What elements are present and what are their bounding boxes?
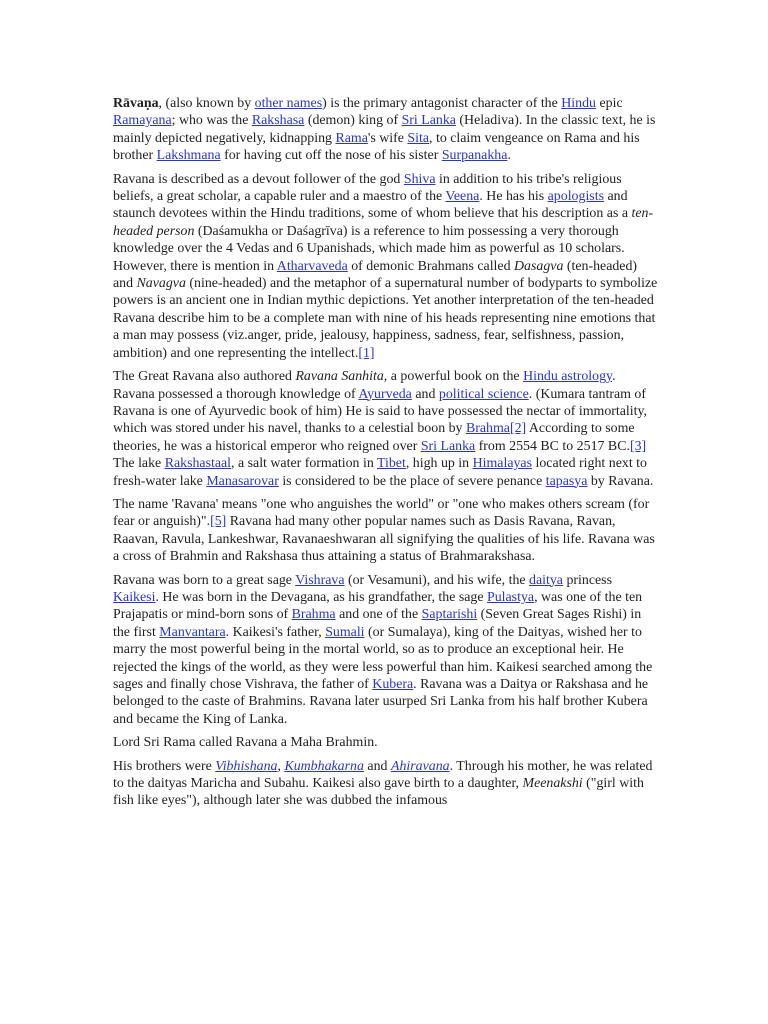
link-other-names[interactable]: other names [254, 96, 323, 111]
link-kaikesi[interactable]: Kaikesi [113, 589, 156, 605]
italic-ravana-sanhita: Ravana Sanhita [295, 369, 384, 385]
paragraph-devotee: Ravana is described as a devout follower of the god Shiva in addition to his tribe's religious beliefs, a great scholar, a capable ruler and a maestro of the Veena. He has his apologists and staunch devotees within the Hindu traditions, some of whom believe that his description as a ten-headed person (Daśamukha or Daśagrīva) is a reference to him possessing a very thorough knowledge over the 4 Vedas and 6 Upanishads, which made him as powerful as 10 scholars. However, there is mention in Atharvaveda of demonic Brahmans called Dasagva (ten-headed) and Navagva (nine-headed) and the metaphor of a supernatural number of bodyparts to symbolize powers is an ancient one in Indian mythic depictions. Yet another interpretation of the ten-headed Ravana describe him to be a complete man with nine of his heads representing nine emotions that a man may possess (viz.anger, pride, jealousy, happiness, sadness, fear, selfishness, passion, ambition) and one representing the intellect.[1] [113, 171, 658, 361]
link-ramayana[interactable]: Ramayana [113, 113, 172, 129]
reference-3[interactable]: [3] [629, 438, 647, 454]
link-shiva[interactable]: Shiva [403, 171, 436, 187]
italic-meenakshi: Meenakshi [522, 776, 583, 792]
link-ayurveda[interactable]: Ayurveda [358, 386, 412, 402]
paragraph-name-meaning: The name 'Ravana' means "one who anguishes the world" or "one who makes others scream (for fear or anguish)".[5] Ravana had many other popular names such as Dasis Ravana, Ravan, Raavan, Ravula, Lankeshwar, Ravanaeshwaran all signifying the qualities of his life. Ravana was a cross of Brahmin and Rakshasa thus attaining a status of Brahmarakshasa. [113, 496, 655, 565]
link-rakshastaal[interactable]: Rakshastaal [164, 456, 232, 472]
article-title: Rāvaṇa [113, 96, 159, 111]
italic-navagva: Navagva [136, 276, 186, 292]
paragraph-sanhita: The Great Ravana also authored Ravana Sanhita, a powerful book on the Hindu astrology. Ravana possessed a thorough knowledge of Ayurveda and political science. (Kumara tantram of Ravana is one of Ayurvedic book of him) He is said to have possessed the nectar of immortality, which was stored under his navel, thanks to a celestial boon by Brahma[2] According to some theories, he was a historical emperor who reigned over Sri Lanka from 2554 BC to 2517 BC.[3] The lake Rakshastaal, a salt water formation in Tibet, high up in Himalayas located right next to fresh-water lake Manasarovar is considered to be the place of severe penance tapasya by Ravana. [113, 369, 654, 489]
link-pulastya[interactable]: Pulastya [486, 589, 535, 605]
link-vibhishana[interactable]: Vibhishana [215, 758, 278, 774]
link-manvantara[interactable]: Manvantara [159, 624, 226, 640]
reference-1[interactable]: [1] [358, 345, 375, 361]
link-tibet[interactable]: Tibet [377, 456, 406, 472]
link-himalayas[interactable]: Himalayas [472, 456, 532, 472]
link-vishrava[interactable]: Vishrava [295, 572, 345, 588]
link-political-science[interactable]: political science [438, 386, 529, 402]
link-tapasya[interactable]: tapasya [545, 473, 588, 489]
link-sumali[interactable]: Sumali [325, 624, 365, 640]
link-sita[interactable]: Sita [407, 130, 430, 146]
link-kumbhakarna[interactable]: Kumbhakarna [284, 758, 364, 774]
link-sri-lanka-2[interactable]: Sri Lanka [420, 438, 476, 454]
paragraph-maha-brahmin: Lord Sri Rama called Ravana a Maha Brahmin. [113, 735, 378, 751]
link-hindu[interactable]: Hindu [561, 96, 596, 111]
reference-5[interactable]: [5] [210, 514, 227, 530]
link-manasarovar[interactable]: Manasarovar [206, 473, 279, 489]
link-apologists[interactable]: apologists [547, 189, 604, 205]
link-rama[interactable]: Rama [335, 130, 368, 146]
link-rakshasa[interactable]: Rakshasa [251, 113, 305, 129]
link-brahma[interactable]: Brahma [465, 421, 510, 437]
paragraph-intro: Rāvaṇa, (also known by other names) is the primary antagonist character of the Hindu epic Ramayana; who was the Rakshasa (demon) king of Sri Lanka (Heladiva). In the classic text, he is mainly depicted negatively, kidnapping Rama's wife Sita, to claim vengeance on Rama and his brother Lakshmana for having cut off the nose of his sister Surpanakha. [113, 96, 656, 164]
link-kubera[interactable]: Kubera [372, 677, 414, 692]
reference-2[interactable]: [2] [509, 421, 527, 437]
link-daitya[interactable]: daitya [529, 572, 563, 588]
link-ahiravana[interactable]: Ahiravana [390, 758, 450, 774]
link-hindu-astrology[interactable]: Hindu astrology [523, 369, 613, 385]
paragraph-birth: Ravana was born to a great sage Vishrava (or Vesamuni), and his wife, the daitya princess Kaikesi. He was born in the Devagana, as his grandfather, the sage Pulastya, was one of the ten Prajapatis or mind-born sons of Brahma and one of the Saptarishi (Seven Great Sages Rishi) in the first Manvantara. Kaikesi's father, Sumali (or Sumalaya), king of the Daityas, wished her to marry the most powerful being in the mortal world, so as to produce an exceptional heir. He rejected the kings of the world, as they were less powerful than him. Kaikesi searched among the sages and finally chose Vishrava, the father of Kubera. Ravana was a Daitya or Rakshasa and he belonged to the caste of Brahmins. Ravana later usurped Sri Lanka from his half brother Kubera and became the King of Lanka. [113, 572, 653, 727]
link-saptarishi[interactable]: Saptarishi [421, 607, 478, 623]
link-lakshmana[interactable]: Lakshmana [156, 148, 221, 164]
link-atharvaveda[interactable]: Atharvaveda [276, 258, 348, 274]
italic-dasagva: Dasagva [514, 258, 564, 274]
link-surpanakha[interactable]: Surpanakha [441, 148, 508, 164]
link-sri-lanka[interactable]: Sri Lanka [401, 113, 456, 129]
italic-ten-headed: ten-headed person [113, 206, 654, 239]
link-veena[interactable]: Veena [445, 189, 480, 205]
link-brahma-2[interactable]: Brahma [291, 607, 336, 623]
paragraph-brothers: His brothers were Vibhishana, Kumbhakarna and Ahiravana. Through his mother, he was related to the daityas Maricha and Subahu. Kaikesi also gave birth to a daughter, Meenakshi ("girl with fish like eyes"), although later she was dubbed the infamous [113, 758, 653, 809]
